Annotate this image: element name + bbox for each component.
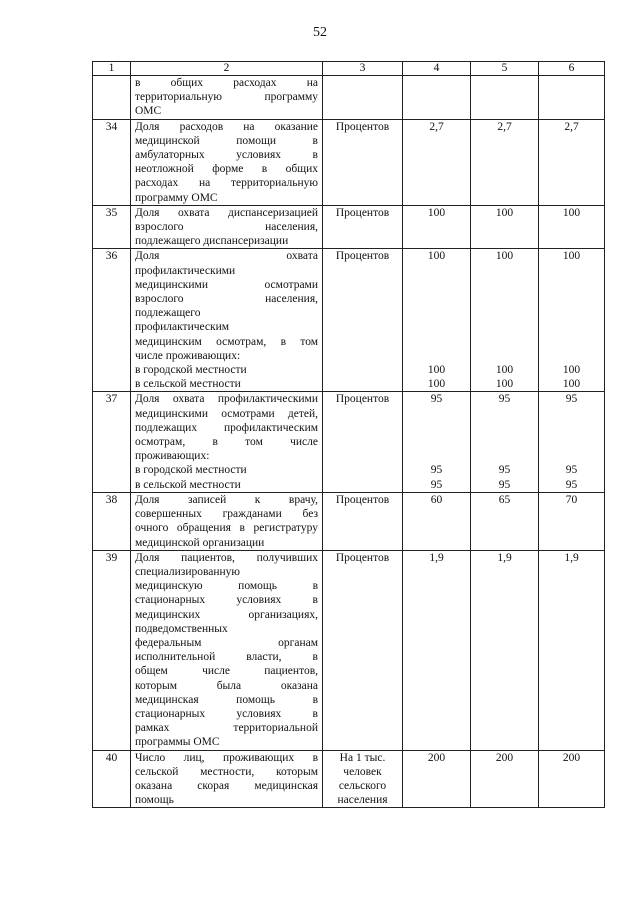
value-spacer <box>407 292 466 306</box>
unit-line: Процентов <box>335 493 390 506</box>
indicator-name-line: стационарных условиях в <box>135 594 318 607</box>
sub-value: 95 <box>430 478 443 491</box>
value: 2,7 <box>564 120 579 133</box>
row-number <box>93 76 131 120</box>
indicator-name <box>131 550 323 750</box>
indicator-subcategory: в городской местности <box>135 364 247 377</box>
value-spacer <box>543 278 600 292</box>
table-row <box>93 392 605 492</box>
indicator-name-line: неотложной форме в общих <box>135 163 318 176</box>
indicator-name-line: взрослого населения, <box>135 293 318 306</box>
unit-of-measure <box>323 550 403 750</box>
indicator-name-line: медицинская помощь в <box>135 693 318 706</box>
unit-of-measure <box>323 392 403 492</box>
indicator-name-line: медицинским осмотрам, в том <box>135 335 318 348</box>
indicator-name-line: стационарных условиях в <box>135 707 318 720</box>
indicator-name-line: подлежащего <box>135 307 201 320</box>
indicator-name-line: очного обращения в регистратуру <box>135 522 318 535</box>
indicator-name-line: медицинских организациях, <box>135 608 318 621</box>
column-header: 4 <box>403 62 471 76</box>
value-year-1 <box>403 550 471 750</box>
unit-line: Процентов <box>335 551 390 564</box>
value: 100 <box>562 250 581 263</box>
indicator-name-line: подведомственных <box>135 622 228 635</box>
indicator-name-line: Доля охвата <box>135 250 318 263</box>
indicator-name-line: медицинскими осмотрами детей, <box>135 407 318 420</box>
indicator-subcategory: в сельской местности <box>135 378 241 391</box>
indicator-name <box>131 205 323 249</box>
table-row <box>93 492 605 550</box>
value-spacer <box>475 435 534 449</box>
value-spacer <box>543 349 600 363</box>
value-spacer <box>543 306 600 320</box>
value-spacer <box>407 335 466 349</box>
indicator-name-line: Доля записей к врачу, <box>135 493 318 506</box>
row-number: 36 <box>93 249 131 392</box>
sub-value: 95 <box>430 464 443 477</box>
row-number: 37 <box>93 392 131 492</box>
indicator-name-line: ОМС <box>135 105 162 118</box>
indicator-subcategory: в сельской местности <box>135 478 241 491</box>
value-spacer <box>543 421 600 435</box>
indicator-name-line: исполнительной власти, в <box>135 651 318 664</box>
page-number: 52 <box>313 25 327 40</box>
unit-line: Процентов <box>335 206 390 219</box>
value: 65 <box>498 493 511 506</box>
value: 100 <box>495 206 514 219</box>
indicators-table <box>92 61 605 808</box>
indicator-name-line: специализированную <box>135 565 240 578</box>
indicator-name <box>131 249 323 392</box>
value-year-1 <box>403 205 471 249</box>
unit-line: Процентов <box>335 393 390 406</box>
sub-value: 100 <box>562 364 581 377</box>
sub-value: 95 <box>498 464 511 477</box>
sub-value: 95 <box>565 478 578 491</box>
value-year-3 <box>539 392 605 492</box>
sub-value: 95 <box>565 464 578 477</box>
indicator-name-line: профилактическим <box>135 321 230 334</box>
sub-value: 100 <box>495 378 514 391</box>
indicator-name <box>131 392 323 492</box>
unit-line: сельского <box>338 779 387 792</box>
row-number: 38 <box>93 492 131 550</box>
row-number: 34 <box>93 119 131 205</box>
value: 95 <box>565 393 578 406</box>
value-year-2 <box>471 550 539 750</box>
value-spacer <box>543 435 600 449</box>
indicator-name-line: помощь <box>135 794 174 807</box>
unit-line: Процентов <box>335 120 390 133</box>
value-spacer <box>475 407 534 421</box>
value-year-2 <box>471 492 539 550</box>
value-spacer <box>543 407 600 421</box>
value: 1,9 <box>429 551 444 564</box>
column-header: 1 <box>93 62 131 76</box>
value: 100 <box>562 206 581 219</box>
unit-of-measure <box>323 205 403 249</box>
value: 95 <box>430 393 443 406</box>
table-row <box>93 249 605 392</box>
row-number: 35 <box>93 205 131 249</box>
indicator-name-line: Доля охвата диспансеризацией <box>135 206 318 219</box>
value: 95 <box>498 393 511 406</box>
value-year-3 <box>539 119 605 205</box>
indicator-name-line: подлежащего диспансеризации <box>135 235 289 248</box>
indicator-name-line: расходах на территориальную <box>135 177 318 190</box>
value: 200 <box>427 751 446 764</box>
unit-of-measure <box>323 750 403 808</box>
indicator-name <box>131 492 323 550</box>
indicator-name-line: программы ОМС <box>135 736 220 749</box>
row-number: 39 <box>93 550 131 750</box>
value-spacer <box>475 306 534 320</box>
indicator-name-line: медицинской помощи в <box>135 134 318 147</box>
table-row <box>93 76 605 120</box>
indicator-name-line: общем числе пациентов, <box>135 665 318 678</box>
unit-of-measure <box>323 76 403 120</box>
value-spacer <box>475 335 534 349</box>
unit-line: На 1 тыс. <box>339 751 386 764</box>
value-year-2 <box>471 249 539 392</box>
indicator-name-line: в общих расходах на <box>135 77 318 89</box>
table-row <box>93 750 605 808</box>
column-header: 2 <box>131 62 323 76</box>
sub-value: 100 <box>427 364 446 377</box>
indicator-name-line: территориальную программу <box>135 91 318 104</box>
indicator-name-line: осмотрам, в том числе <box>135 436 318 449</box>
value: 100 <box>495 250 514 263</box>
value: 100 <box>427 206 446 219</box>
indicator-name-line: проживающих: <box>135 450 210 463</box>
sub-value: 100 <box>495 364 514 377</box>
value-spacer <box>407 264 466 278</box>
value-year-1 <box>403 750 471 808</box>
unit-of-measure <box>323 119 403 205</box>
value-year-3 <box>539 249 605 392</box>
value: 100 <box>427 250 446 263</box>
value-year-3 <box>539 76 605 120</box>
value-spacer <box>475 449 534 463</box>
indicator-name-line: амбулаторных условиях в <box>135 149 318 162</box>
value-year-1 <box>403 492 471 550</box>
value: 60 <box>430 493 443 506</box>
value-year-2 <box>471 750 539 808</box>
value-spacer <box>475 349 534 363</box>
value-year-3 <box>539 205 605 249</box>
value: 2,7 <box>497 120 512 133</box>
value-spacer <box>475 264 534 278</box>
value-spacer <box>543 264 600 278</box>
indicator-name-line: Число лиц, проживающих в <box>135 751 318 764</box>
table-body <box>93 62 605 808</box>
row-number: 40 <box>93 750 131 808</box>
value-year-2 <box>471 205 539 249</box>
value-year-1 <box>403 119 471 205</box>
indicator-name-line: медицинскую помощь в <box>135 580 318 593</box>
table-row <box>93 119 605 205</box>
value-year-1 <box>403 76 471 120</box>
indicator-name-line: сельской местности, которым <box>135 765 318 778</box>
value-spacer <box>407 421 466 435</box>
sub-value: 100 <box>427 378 446 391</box>
indicator-name-line: федеральным органам <box>135 636 318 649</box>
indicator-name <box>131 76 323 120</box>
indicator-name <box>131 119 323 205</box>
value: 70 <box>565 493 578 506</box>
value-spacer <box>543 449 600 463</box>
sub-value: 100 <box>562 378 581 391</box>
unit-line: Процентов <box>335 250 390 263</box>
sub-value: 95 <box>498 478 511 491</box>
value: 200 <box>495 751 514 764</box>
value-spacer <box>475 292 534 306</box>
value-year-1 <box>403 249 471 392</box>
value: 2,7 <box>429 120 444 133</box>
indicator-name-line: совершенных гражданами без <box>135 508 318 521</box>
value-year-2 <box>471 392 539 492</box>
value-spacer <box>475 278 534 292</box>
unit-of-measure <box>323 249 403 392</box>
value-spacer <box>543 335 600 349</box>
column-header: 6 <box>539 62 605 76</box>
indicator-name-line: программу ОМС <box>135 191 218 204</box>
indicator-name-line: медицинской организации <box>135 536 265 549</box>
value-spacer <box>407 435 466 449</box>
value-spacer <box>475 320 534 334</box>
value: 200 <box>562 751 581 764</box>
value-year-1 <box>403 392 471 492</box>
value-year-2 <box>471 119 539 205</box>
indicator-name <box>131 750 323 808</box>
unit-line: населения <box>337 794 388 807</box>
indicator-name-line: рамках территориальной <box>135 722 318 735</box>
indicator-subcategory: в городской местности <box>135 464 247 477</box>
column-header: 3 <box>323 62 403 76</box>
value: 1,9 <box>497 551 512 564</box>
column-header-row <box>93 62 605 76</box>
value-year-3 <box>539 550 605 750</box>
value-spacer <box>407 407 466 421</box>
unit-line: человек <box>343 765 382 778</box>
indicator-name-line: которым была оказана <box>135 679 318 692</box>
indicator-name-line: Доля пациентов, получивших <box>135 551 318 564</box>
value-spacer <box>407 320 466 334</box>
value-spacer <box>407 306 466 320</box>
value-year-3 <box>539 750 605 808</box>
value-year-3 <box>539 492 605 550</box>
column-header: 5 <box>471 62 539 76</box>
value-spacer <box>543 320 600 334</box>
value-spacer <box>543 292 600 306</box>
indicator-name-line: числе проживающих: <box>135 349 241 362</box>
unit-of-measure <box>323 492 403 550</box>
indicator-name-line: взрослого населения, <box>135 221 318 234</box>
indicator-name-line: профилактическими <box>135 264 236 277</box>
value: 1,9 <box>564 551 579 564</box>
value-spacer <box>475 421 534 435</box>
indicator-name-line: Доля охвата профилактическими <box>135 393 318 406</box>
indicator-name-line: медицинскими осмотрами <box>135 278 318 291</box>
value-year-2 <box>471 76 539 120</box>
value-spacer <box>407 349 466 363</box>
table-row <box>93 205 605 249</box>
indicator-name-line: оказана скорая медицинская <box>135 779 318 792</box>
value-spacer <box>407 278 466 292</box>
indicator-name-line: Доля расходов на оказание <box>135 120 318 133</box>
value-spacer <box>407 449 466 463</box>
table-row <box>93 550 605 750</box>
indicator-name-line: подлежащих профилактическим <box>135 421 318 434</box>
